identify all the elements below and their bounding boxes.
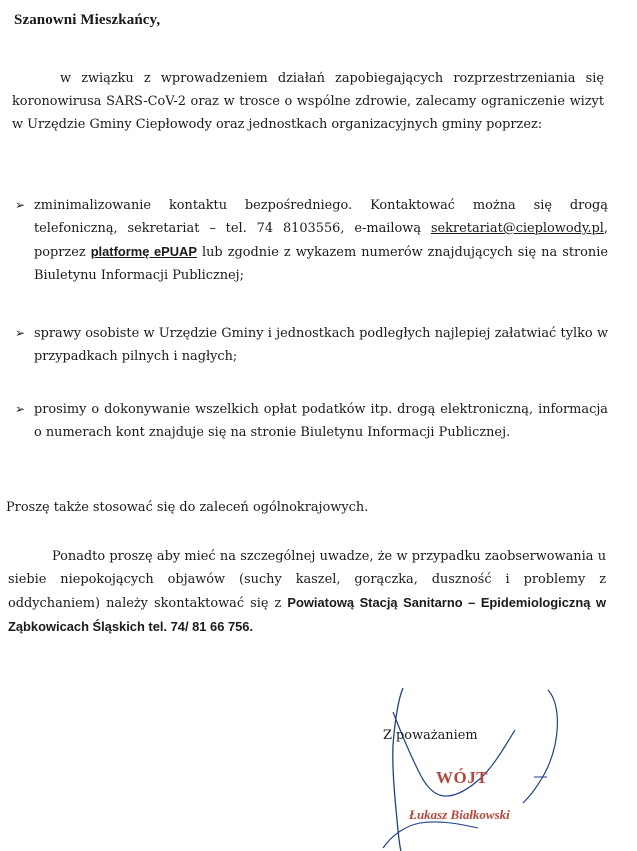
health-notice-paragraph xyxy=(8,545,606,639)
bullet-text-part: zminimalizowanie kontaktu bezpośredniego. Kontaktować można się drogą telefoniczną, sekretariat – tel. 74 8103556, e-mailową xyxy=(34,198,608,236)
list-item xyxy=(12,398,608,444)
greeting: Szanowni Mieszkańcy, xyxy=(14,12,161,28)
list-item xyxy=(12,194,608,287)
bullet-text-part: lub zgodnie z wykazem numerów znajdujących się na stronie Biuletynu Informacji Publicznej; xyxy=(34,245,608,283)
bullet-text: prosimy o dokonywanie wszelkich opłat podatków itp. drogą elektroniczną, informacja o numerach kont znajduje się na stronie Biuletynu Informacji Publicznej. xyxy=(34,402,608,440)
list-item xyxy=(12,322,608,368)
recommendation-paragraph: Proszę także stosować się do zaleceń ogólnokrajowych. xyxy=(6,500,369,515)
arrow-bullet-icon: ➢ xyxy=(15,402,26,416)
arrow-bullet-icon: ➢ xyxy=(15,326,26,340)
closing-phrase: Z poważaniem xyxy=(383,728,478,743)
arrow-bullet-icon: ➢ xyxy=(15,198,26,212)
stamp-title: WÓJT xyxy=(436,768,489,787)
email-link[interactable]: sekretariat@cieplowody.pl xyxy=(430,221,604,236)
bullet-text: sprawy osobiste w Urzędzie Gminy i jednostkach podległych najlepiej załatwiać tylko w przypadkach pilnych i nagłych; xyxy=(34,326,608,364)
stamp-name: Łukasz Białkowski xyxy=(409,807,510,822)
epuap-link[interactable]: platformę ePUAP xyxy=(90,244,197,259)
intro-paragraph: w związku z wprowadzeniem działań zapobiegających rozprzestrzeniania się koronowirusa SARS-CoV-2 oraz w trosce o wspólne zdrowie, zalecamy ograniczenie wizyt w Urzędzie Gminy Ciepłowody oraz jednostkach organizacyjnych gminy poprzez: xyxy=(12,71,604,132)
notice-text: Ponadto proszę aby mieć na szczególnej uwadze, że w przypadku zaobserwowania u siebie niepokojących objawów (suchy kaszel, gorączka, duszność i problemy z oddychaniem) należy skontaktować się z xyxy=(8,549,606,611)
sanepid-contact: Powiatową Stacją Sanitarno – Epidemiologiczną w Ząbkowicach Śląskich tel. 74/ 81 66 756. xyxy=(8,595,606,634)
bullet-text-part: , poprzez xyxy=(34,221,608,260)
bullet-text xyxy=(34,194,608,287)
